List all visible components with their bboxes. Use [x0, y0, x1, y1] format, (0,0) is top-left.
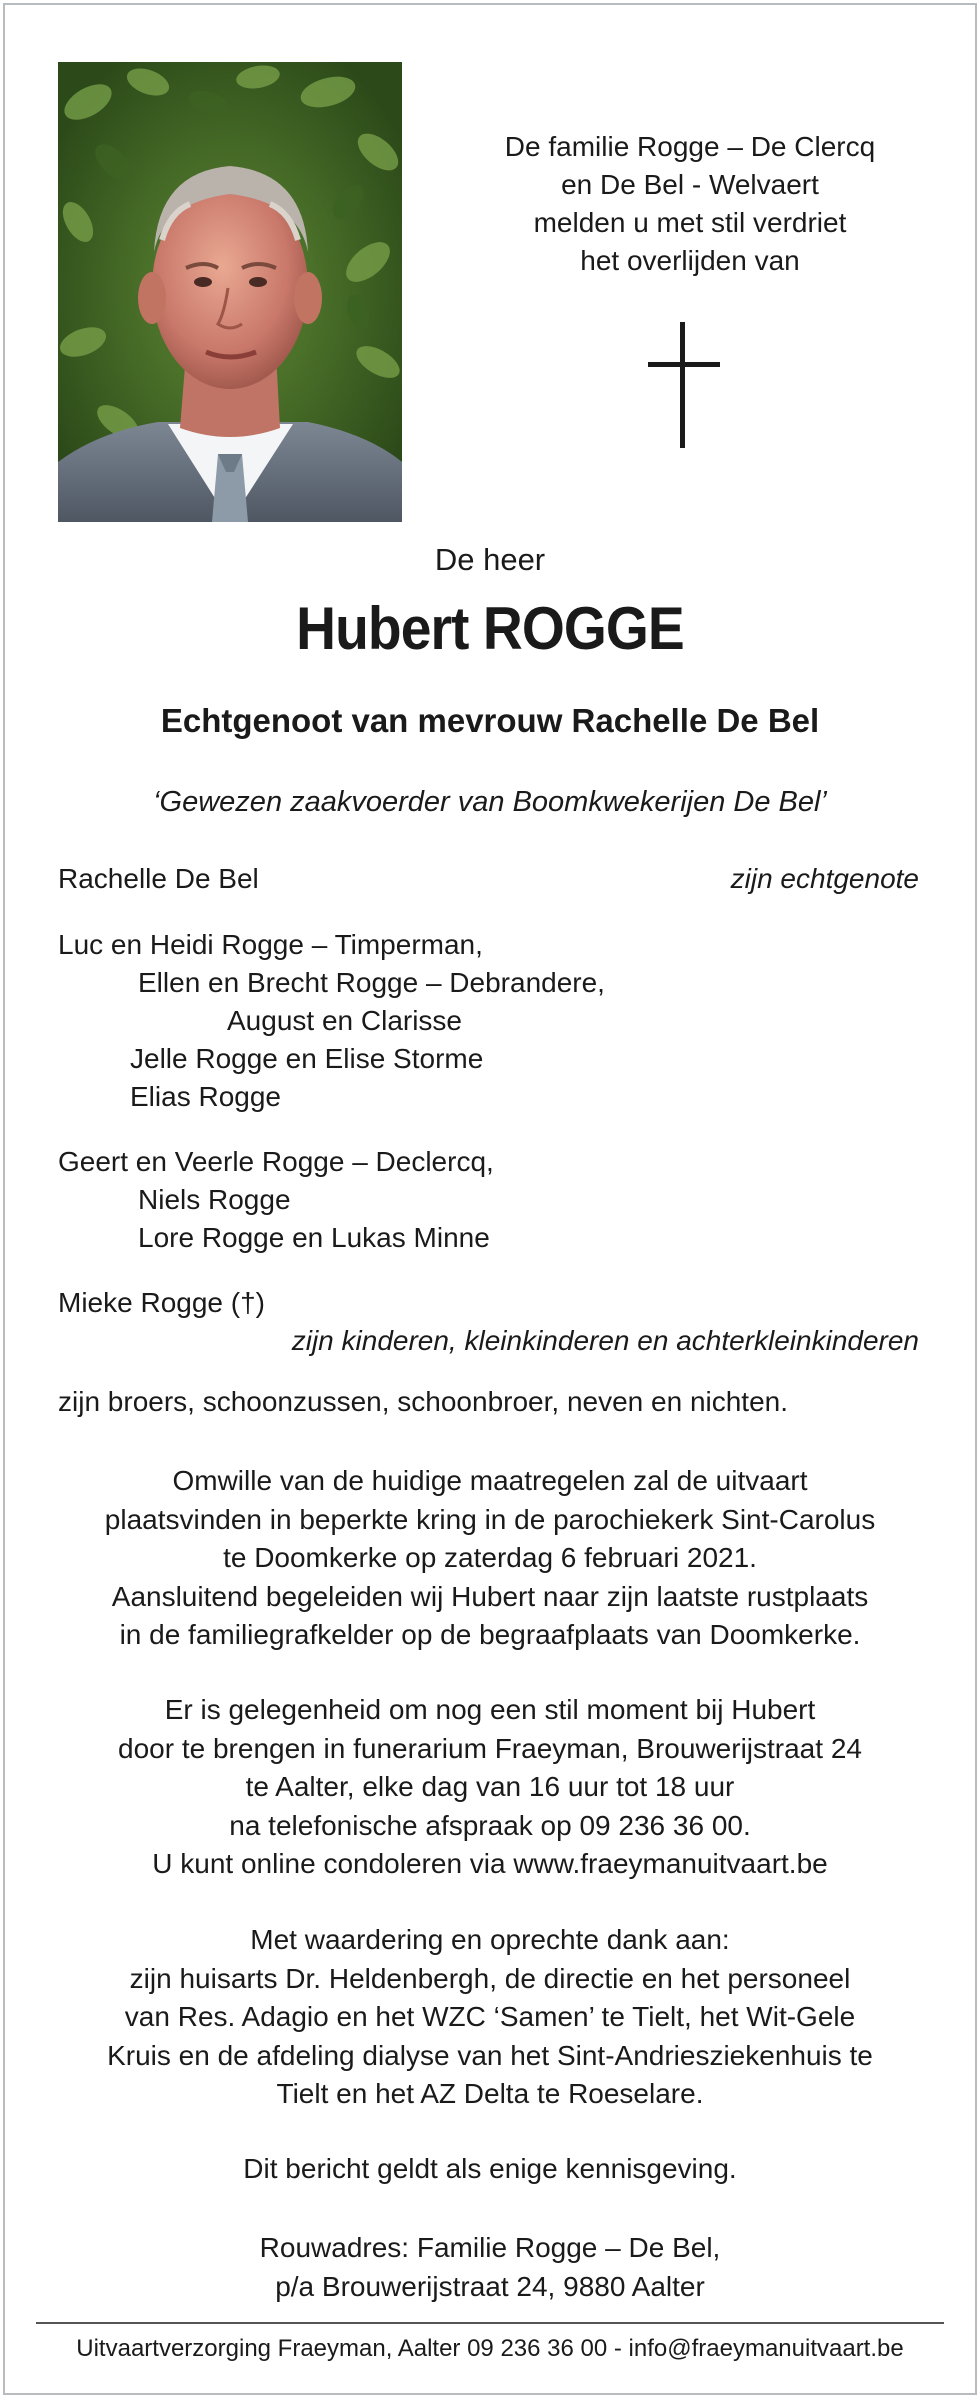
family-line: Jelle Rogge en Elise Storme	[130, 1043, 484, 1074]
family-line: Mieke Rogge (†)	[58, 1287, 265, 1318]
cross-icon	[648, 322, 720, 448]
portrait-photo	[58, 62, 402, 522]
spouse-line: Echtgenoot van mevrouw Rachelle De Bel	[160, 702, 820, 739]
children-relation: zijn kinderen, kleinkinderen en achterkleinkinderen	[291, 1325, 919, 1356]
address-line: p/a Brouwerijstraat 24, 9880 Aalter	[275, 2270, 705, 2302]
paragraph-line: Kruis en de afdeling dialyse van het Sint-Andriesziekenhuis te	[107, 2039, 873, 2071]
paragraph-line: na telefonische afspraak op 09 236 36 00.	[229, 1809, 751, 1841]
paragraph-line: Tielt en het AZ Delta te Roeselare.	[276, 2078, 704, 2109]
paragraph-line: Er is gelegenheid om nog een stil moment bij Hubert	[164, 1694, 816, 1725]
paragraph-line: in de familiegrafkelder op de begraafplaats van Doomkerke.	[119, 1619, 861, 1650]
footer-text: Uitvaartverzorging Fraeyman, Aalter 09 236 36 00 - info@fraeymanuitvaart.be	[76, 2335, 904, 2362]
family-line: August en Clarisse	[227, 1005, 463, 1036]
spouse-relation: zijn echtgenote	[730, 863, 919, 894]
family-line: Elias Rogge	[130, 1081, 281, 1112]
paragraph-line: te Doomkerke op zaterdag 6 februari 2021.	[223, 1542, 757, 1573]
paragraph-line: Aansluitend begeleiden wij Hubert naar zijn laatste rustplaats	[111, 1580, 869, 1612]
paragraph-line: van Res. Adagio en het WZC ‘Samen’ te Tielt, het Wit-Gele	[124, 2001, 856, 2032]
intro-text	[420, 128, 960, 280]
paragraph-line: Met waardering en oprechte dank aan:	[250, 1924, 730, 1955]
paragraph-line: U kunt online condoleren via www.fraeymanuitvaart.be	[152, 1848, 828, 1879]
notice-line: Dit bericht geldt als enige kennisgeving.	[243, 2153, 737, 2184]
role-line: ‘Gewezen zaakvoerder van Boomkwekerijen De Bel’	[153, 786, 827, 818]
family-line: Ellen en Brecht Rogge – Debrandere,	[138, 967, 605, 998]
intro-line: en De Bel - Welvaert	[561, 169, 819, 200]
paragraph-line: zijn huisarts Dr. Heldenbergh, de directie en het personeel	[129, 1962, 851, 1994]
visitation-paragraph	[0, 1691, 980, 1884]
address-line: Rouwadres: Familie Rogge – De Bel,	[259, 2232, 721, 2263]
family-line: Niels Rogge	[138, 1184, 291, 1215]
family-line: Geert en Veerle Rogge – Declercq,	[58, 1146, 494, 1177]
paragraph-line: door te brengen in funerarium Fraeyman, Brouwerijstraat 24	[118, 1732, 862, 1764]
honorific: De heer	[434, 542, 546, 577]
deceased-name: Hubert ROGGE	[296, 595, 684, 662]
paragraph-line: Omwille van de huidige maatregelen zal de uitvaart	[172, 1465, 808, 1496]
intro-line: De familie Rogge – De Clercq	[504, 131, 876, 162]
paragraph-line: plaatsvinden in beperkte kring in de parochiekerk Sint-Carolus	[104, 1503, 876, 1535]
intro-line: het overlijden van	[580, 245, 800, 276]
siblings-line: zijn broers, schoonzussen, schoonbroer, neven en nichten.	[58, 1386, 789, 1417]
address-block	[0, 2229, 980, 2306]
family-line: Luc en Heidi Rogge – Timperman,	[58, 929, 483, 960]
thanks-paragraph	[0, 1921, 980, 2114]
footer-divider	[36, 2322, 944, 2324]
paragraph-line: te Aalter, elke dag van 16 uur tot 18 uur	[245, 1771, 735, 1802]
funeral-paragraph	[0, 1462, 980, 1655]
spouse-name: Rachelle De Bel	[58, 863, 259, 894]
intro-line: melden u met stil verdriet	[533, 207, 847, 238]
family-line: Lore Rogge en Lukas Minne	[138, 1222, 490, 1253]
